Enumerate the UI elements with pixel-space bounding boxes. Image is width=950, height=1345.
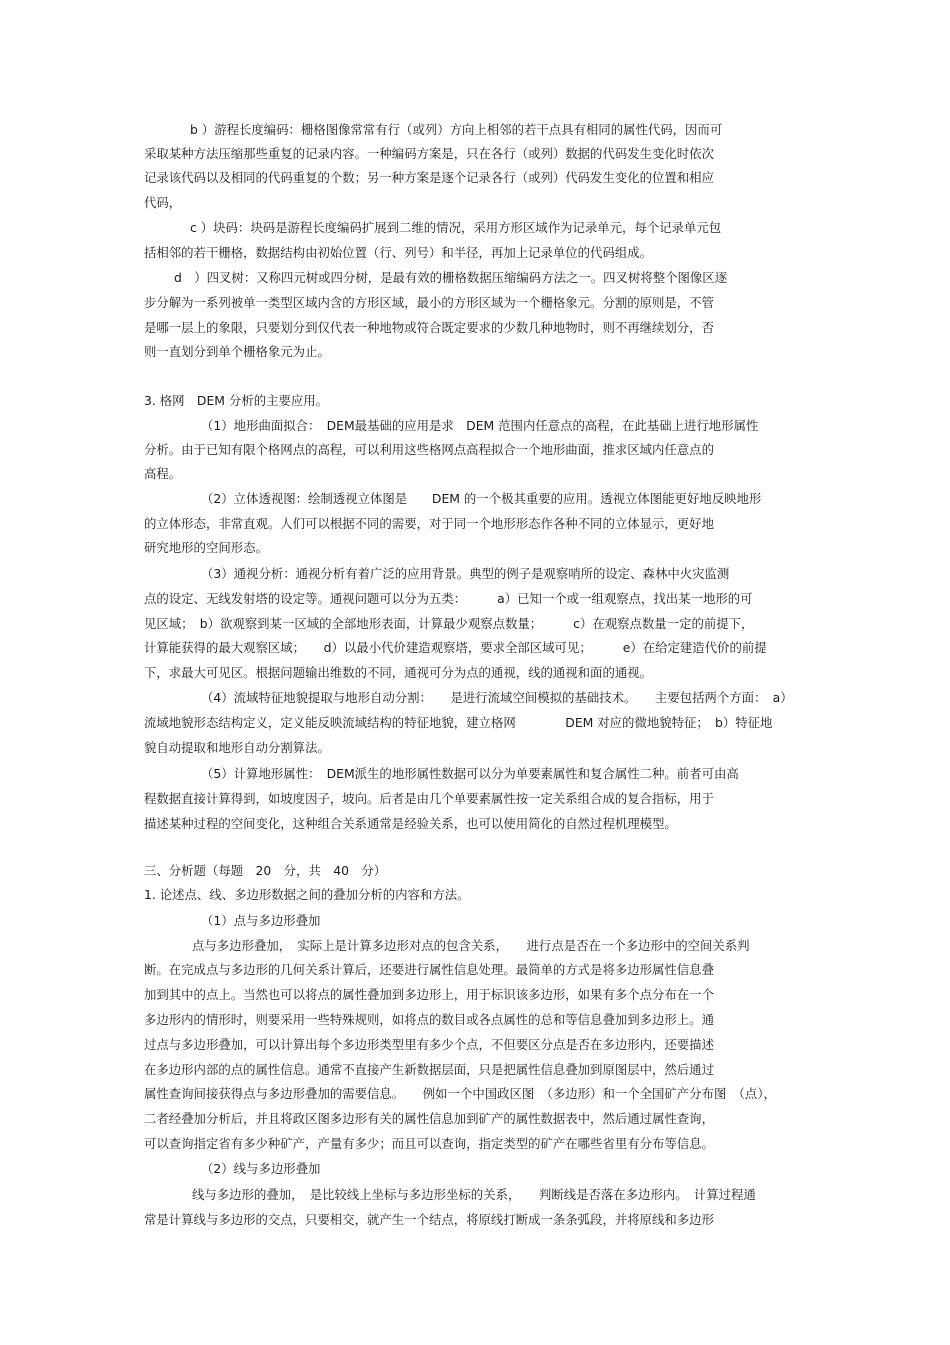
text-line: 点的设定、无线发射塔的设定等。通视问题可以分为五类： a）已知一个或一组观察点，找出某一地形的可: [144, 591, 753, 606]
question-title: 1. 论述点、线、多边形数据之间的叠加分析的内容和方法。: [144, 887, 470, 902]
text-line: d ）四叉树：又称四元树或四分树，是最有效的栅格数据压缩编码方法之一。四叉树将整个图像区逐: [174, 270, 728, 285]
text-line: 流域地貌形态结构定义，定义能反映流域结构的特征地貌，建立格网 DEM 对应的微地貌特征； b）特征地: [144, 715, 773, 730]
section-heading: 3. 格网 DEM 分析的主要应用。: [144, 393, 329, 408]
text-line: 研究地形的空间形态。: [144, 540, 268, 555]
text-line: 则一直划分到单个栅格象元为止。: [144, 344, 330, 359]
text-line: 程数据直接计算得到，如坡度因子，坡向。后者是由几个单要素属性按一定关系组合成的复合指标，用于: [144, 791, 714, 806]
text-line: 可以查询指定省有多少种矿产，产量有多少；而且可以查询，指定类型的矿产在哪些省里有分布等信息。: [144, 1136, 714, 1151]
text-line: 见区域； b）欲观察到某一区域的全部地形表面，计算最少观察点数量； c）在观察点数量一定的前提下，: [144, 616, 754, 631]
text-line: 记录该代码以及相同的代码重复的个数；另一种方案是逐个记录各行（或列）代码发生变化的位置和相应: [144, 170, 714, 185]
text-line: 是哪一层上的象限，只要划分到仅代表一种地物或符合既定要求的少数几种地物时，则不再继续划分，否: [144, 320, 714, 335]
text-line: 线与多边形的叠加， 是比较线上坐标与多边形坐标的关系， 判断线是否落在多边形内。 计算过程通: [192, 1187, 756, 1202]
text-line: 分析。由于已知有限个格网点的高程，可以利用这些格网点高程拟合一个地形曲面，推求区域内任意点的: [144, 442, 714, 457]
text-line: （1）地形曲面拟合： DEM最基础的应用是求 DEM 范围内任意点的高程，在此基础上进行地形属性: [201, 418, 759, 433]
text-line: 下，求最大可见区。根据问题输出维数的不同，通视可分为点的通视，线的通视和面的通视。: [144, 665, 653, 680]
text-line: 步分解为一系列被单一类型区域内含的方形区域，最小的方形区域为一个栅格象元。分割的原则是，不管: [144, 295, 714, 310]
text-line: （4）流域特征地貌提取与地形自动分割： 是进行流域空间模拟的基础技术。 主要包括两个方面： a）: [201, 690, 793, 705]
text-line: 貌自动提取和地形自动分割算法。: [144, 740, 330, 755]
text-line: 高程。: [144, 466, 182, 481]
text-line: 二者经叠加分析后，并且将政区图多边形有关的属性信息加到矿产的属性数据表中，然后通过属性查询，: [144, 1111, 714, 1126]
text-line: 采取某种方法压缩那些重复的记录内容。一种编码方案是，只在各行（或列）数据的代码发生变化时依次: [144, 146, 714, 161]
text-line: 加到其中的点上。当然也可以将点的属性叠加到多边形上，用于标识该多边形，如果有多个点分布在一个: [144, 987, 714, 1002]
text-line: 计算能获得的最大观察区域； d）以最小代价建造观察塔，要求全部区域可见； e）在给定建造代价的前提: [144, 640, 767, 655]
text-line: （2）立体透视图：绘制透视立体图是 DEM 的一个极其重要的应用。透视立体图能更好地反映地形: [201, 491, 762, 506]
text-line: 常是计算线与多边形的交点，只要相交，就产生一个结点，将原线打断成一条条弧段，并将原线和多边形: [144, 1212, 714, 1227]
text-line: 点与多边形叠加， 实际上是计算多边形对点的包含关系， 进行点是否在一个多边形中的空间关系判: [192, 938, 750, 953]
text-line: 描述某种过程的空间变化，这种组合关系通常是经验关系，也可以使用简化的自然过程机理模型。: [144, 816, 677, 831]
text-line: （3）通视分析：通视分析有着广泛的应用背景。典型的例子是观察哨所的设定、森林中火灾监测: [201, 566, 730, 581]
text-line: c ）块码：块码是游程长度编码扩展到二维的情况，采用方形区域作为记录单元，每个记录单元包: [190, 220, 722, 235]
text-line: 属性查询间接获得点与多边形叠加的需要信息。 例如一个中国政区图 （多边形）和一个全国矿产分布图 （点），: [144, 1086, 776, 1101]
text-line: 多边形内的情形时，则要采用一些特殊规则，如将点的数目或各点属性的总和等信息叠加到多边形上。通: [144, 1012, 714, 1027]
text-line: 过点与多边形叠加，可以计算出每个多边形类型里有多少个点，不但要区分点是否在多边形内，还要描述: [144, 1037, 714, 1052]
text-line: 代码，: [144, 195, 182, 210]
text-line: （5）计算地形属性： DEM派生的地形属性数据可以分为单要素属性和复合属性二种。前者可由高: [201, 766, 739, 781]
subheading: （1）点与多边形叠加: [201, 913, 321, 928]
text-line: 的立体形态，非常直观。人们可以根据不同的需要，对于同一个地形形态作各种不同的立体显示，更好地: [144, 516, 714, 531]
text-line: 括相邻的若干栅格，数据结构由初始位置（行、列号）和半径，再加上记录单位的代码组成。: [144, 245, 653, 260]
subheading: （2）线与多边形叠加: [201, 1161, 321, 1176]
text-line: b ）游程长度编码：栅格图像常常有行（或列）方向上相邻的若干点具有相同的属性代码，因而可: [190, 122, 723, 137]
text-line: 在多边形内部的点的属性信息。通常不直接产生新数据层面，只是把属性信息叠加到原图层中，然后通过: [144, 1062, 714, 1077]
section-heading: 三、分析题（每题 20 分，共 40 分）: [144, 863, 387, 878]
text-line: 断。在完成点与多边形的几何关系计算后，还要进行属性信息处理。最简单的方式是将多边形属性信息叠: [144, 962, 714, 977]
